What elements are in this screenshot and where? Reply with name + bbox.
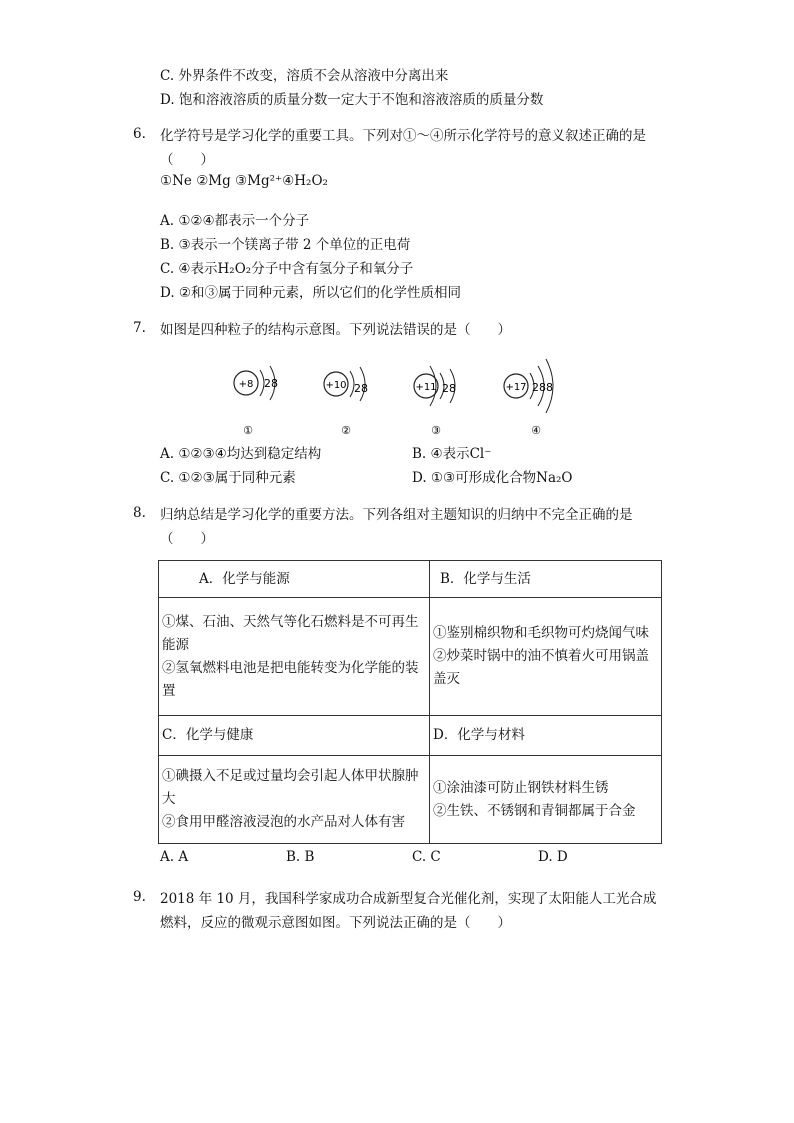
cell-d-line-2: ②生铁、不锈钢和青铜都属于合金 <box>433 802 636 819</box>
table-row <box>159 716 662 756</box>
table-row <box>159 561 662 598</box>
atom-1-label: ① <box>243 424 253 437</box>
cell-b-body <box>430 598 662 716</box>
cell-c-line-1: ①碘摄入不足或过量均会引起人体甲状腺肿大 <box>162 768 419 807</box>
q6-symbols: ①Ne ②Mg ③Mg²⁺④H₂O₂ <box>160 173 328 189</box>
q9-line-1: 2018 年 10 月，我国科学家成功合成新型复合光催化剂，实现了太阳能人工光合成 <box>160 891 657 907</box>
atom-3-nucleus: +11 <box>415 382 437 393</box>
atom-4-label: ④ <box>531 424 541 437</box>
q9-line-2: 燃料，反应的微观示意图如图。下列说法正确的是（ ） <box>160 915 511 931</box>
atom-structure-diagrams <box>220 352 560 442</box>
cell-a-body <box>159 598 430 716</box>
atom-diagram-1 <box>234 366 278 437</box>
cell-c-body <box>159 756 430 844</box>
cell-b-line-1: ①鉴别棉织物和毛织物可灼烧闻气味 <box>433 625 649 641</box>
q8-option-a: A. A <box>160 849 189 865</box>
knowledge-table <box>158 560 662 844</box>
atom-1-shells: 28 <box>264 377 278 390</box>
atom-2-shells: 28 <box>354 382 368 395</box>
atom-diagram-4 <box>504 359 553 437</box>
cell-a-line-2: ②氢氧燃料电池是把电能转变为化学能的装置 <box>162 659 419 699</box>
q6-number: 6. <box>133 126 146 142</box>
atom-3-label: ③ <box>431 424 441 437</box>
atom-2-nucleus: +10 <box>325 380 347 391</box>
q6-option-c: C. ④表示H₂O₂分子中含有氢分子和氧分子 <box>160 261 414 277</box>
atom-1-nucleus: +8 <box>238 379 254 390</box>
q6-blank: （ ） <box>160 152 214 168</box>
q8-option-d: D. D <box>538 849 568 865</box>
cell-a-head: A．化学与能源 <box>159 561 430 598</box>
q7-option-b: B. ④表示Cl⁻ <box>412 446 492 462</box>
table-row <box>159 598 662 716</box>
q8-option-c: C. C <box>412 849 441 865</box>
q9-number: 9. <box>133 889 146 905</box>
table-row <box>159 756 662 844</box>
q7-stem: 如图是四种粒子的结构示意图。下列说法错误的是（ ） <box>160 322 511 338</box>
cell-c-head: C．化学与健康 <box>159 716 430 756</box>
cell-c-line-2: ②食用甲醛溶液浸泡的水产品对人体有害 <box>162 814 405 830</box>
cell-d-body <box>430 756 662 844</box>
q8-option-b: B. B <box>286 849 315 865</box>
q6-option-b: B. ③表示一个镁离子带 2 个单位的正电荷 <box>160 237 411 253</box>
atom-diagram-2 <box>324 367 368 437</box>
cell-b-head: B．化学与生活 <box>430 561 662 598</box>
atom-diagram-3 <box>414 366 456 437</box>
cell-b-line-2: ②炒菜时锅中的油不慎着火可用锅盖盖灭 <box>433 648 649 687</box>
q8-number: 8. <box>133 505 146 521</box>
q5-option-d: D. 饱和溶液溶质的质量分数一定大于不饱和溶液溶质的质量分数 <box>160 92 544 108</box>
q7-option-d: D. ①③可形成化合物Na₂O <box>412 470 573 486</box>
cell-d-head: D．化学与材料 <box>430 716 662 756</box>
q6-stem: 化学符号是学习化学的重要工具。下列对①～④所示化学符号的意义叙述正确的是 <box>160 128 646 144</box>
cell-a-line-1: ①煤、石油、天然气等化石燃料是不可再生能源 <box>162 613 419 653</box>
q6-option-d: D. ②和③属于同种元素，所以它们的化学性质相同 <box>160 285 462 301</box>
q6-option-a: A. ①②④都表示一个分子 <box>160 213 310 229</box>
atom-3-shells: 28 <box>442 382 456 395</box>
q8-blank: （ ） <box>160 531 214 547</box>
atom-2-label: ② <box>341 424 351 437</box>
cell-d-line-1: ①涂油漆可防止钢铁材料生锈 <box>433 779 609 796</box>
q5-option-c: C. 外界条件不改变，溶质不会从溶液中分离出来 <box>160 68 449 84</box>
q7-option-a: A. ①②③④均达到稳定结构 <box>160 446 322 462</box>
q7-number: 7. <box>133 320 146 336</box>
atom-4-nucleus: +17 <box>505 382 527 393</box>
q8-stem: 归纳总结是学习化学的重要方法。下列各组对主题知识的归纳中不完全正确的是 <box>160 507 633 523</box>
atom-4-shells: 288 <box>532 381 553 394</box>
q7-option-c: C. ①②③属于同种元素 <box>160 470 296 486</box>
